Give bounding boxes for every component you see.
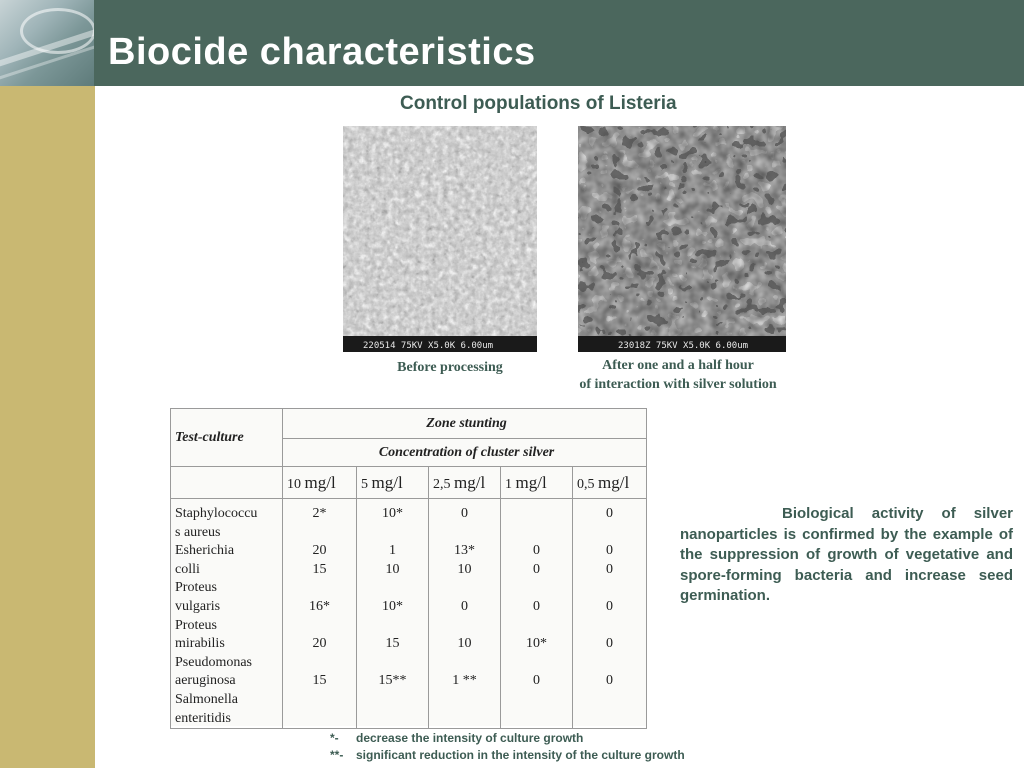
table-cell-value	[501, 617, 572, 636]
footnote-mark: *-	[330, 731, 339, 745]
conc-col-2	[357, 467, 429, 499]
conc-unit: mg/l	[515, 472, 547, 492]
footnote-text: significant reduction in the intensity of the culture growth	[356, 748, 685, 762]
table-cell-value	[357, 579, 428, 598]
table-cell-value	[429, 524, 500, 543]
table-cell-value: 0	[606, 636, 614, 652]
table-cell-value	[283, 617, 356, 636]
organism-line: Proteus	[175, 580, 217, 596]
organism-line: vulgaris	[175, 598, 221, 614]
table-cell-value	[283, 524, 356, 543]
footnote-1	[330, 731, 583, 745]
table-cell-value: 2*	[312, 506, 327, 521]
description-body: Biological activity of silver nanoparticles is confirmed by the example of the suppression of growth of vegetative and spore-forming bacteria and increase seed germination.	[680, 505, 1013, 605]
table-cell-value: 0	[533, 673, 540, 689]
table-cell-value: 1 **	[452, 673, 477, 689]
table-cell-value	[357, 524, 428, 543]
footnote-text: decrease the intensity of culture growth	[356, 731, 584, 745]
table-cell-value	[429, 617, 500, 636]
conc-value: 5	[361, 476, 368, 492]
organism-line: Staphylococcu	[175, 506, 258, 521]
table-cell-value: 10	[457, 561, 472, 577]
table-cell-value	[429, 710, 500, 729]
description-text	[680, 504, 1013, 607]
organism-line: mirabilis	[175, 636, 225, 652]
table-cell-value	[283, 579, 356, 598]
organism-line: Salmonella	[175, 691, 238, 707]
header-corner-image	[0, 0, 94, 86]
table-cell-value: 0	[606, 598, 614, 614]
table-cell-value: 16*	[309, 598, 330, 614]
table-cell-value	[573, 691, 646, 710]
values-col-2	[357, 499, 429, 729]
sem-label-after: 23018Z 75KV X5.0K 6.00um	[618, 341, 749, 351]
values-col-4	[501, 499, 573, 729]
conc-unit: mg/l	[304, 472, 336, 492]
concentration-header: Concentration of cluster silver	[283, 439, 647, 467]
table-cell-value: 0	[533, 561, 540, 577]
results-table	[170, 408, 646, 726]
conc-col-5	[573, 467, 647, 499]
sem-image-before	[343, 126, 537, 352]
conc-unit: mg/l	[598, 472, 630, 492]
organism-line: colli	[175, 561, 200, 577]
organism-line: enteritidis	[175, 710, 231, 726]
organism-column	[171, 499, 283, 729]
table-cell-value: 13*	[454, 543, 475, 559]
page-title: Biocide characteristics	[108, 31, 536, 73]
table-cell-value: 0	[606, 561, 614, 577]
caption-before: Before processing	[397, 360, 503, 375]
table-cell-value: 0	[461, 598, 468, 614]
conc-unit: mg/l	[454, 472, 486, 492]
conc-value: 2,5	[433, 476, 451, 492]
table-cell-value	[357, 710, 428, 729]
organism-line: Proteus	[175, 617, 217, 633]
table-cell-value	[501, 691, 572, 710]
conc-col-3	[429, 467, 501, 499]
conc-value: 10	[287, 476, 301, 492]
table-cell-value: 15	[312, 673, 327, 689]
organism-line: aeruginosa	[175, 673, 236, 689]
table-cell-value	[283, 691, 356, 710]
values-col-5	[573, 499, 647, 729]
table-cell-value	[429, 579, 500, 598]
footnote-2	[330, 748, 685, 762]
table-cell-value	[429, 691, 500, 710]
table-cell-value: 15**	[378, 673, 407, 689]
organism-line: Esherichia	[175, 543, 235, 559]
caption-after	[540, 356, 816, 394]
table-cell-value	[501, 524, 572, 543]
organism-line: s aureus	[175, 524, 221, 540]
conc-value: 1	[505, 476, 512, 492]
table-cell-value: 10*	[526, 636, 547, 652]
organism-line: Pseudomonas	[175, 654, 252, 670]
table-cell-value: 1	[389, 543, 396, 559]
table-cell-value	[357, 654, 428, 673]
table-cell-value: 20	[312, 636, 327, 652]
table-cell-value	[501, 505, 572, 524]
values-col-3	[429, 499, 501, 729]
table-cell-value	[501, 579, 572, 598]
table-cell-value	[573, 654, 646, 673]
sem-image-after	[578, 126, 786, 352]
table-cell-value: 15	[385, 636, 400, 652]
table-cell-value	[573, 579, 646, 598]
zone-stunting-header: Zone stunting	[283, 409, 647, 439]
caption-after-line1: After one and a half hour	[602, 358, 754, 373]
table-cell-value: 10*	[382, 506, 403, 521]
table-cell-value	[501, 654, 572, 673]
table-cell-value: 0	[606, 506, 614, 521]
figure-subtitle: Control populations of Listeria	[400, 93, 677, 114]
table-cell-value	[357, 691, 428, 710]
values-col-1	[283, 499, 357, 729]
table-cell-value	[573, 617, 646, 636]
empty-header-cell	[171, 467, 283, 499]
table-cell-value: 0	[606, 673, 614, 689]
table-cell-value: 0	[606, 543, 614, 559]
table-cell-value	[429, 654, 500, 673]
table-cell-value: 0	[533, 598, 540, 614]
conc-value: 0,5	[577, 476, 595, 492]
conc-col-1	[283, 467, 357, 499]
table-cell-value: 0	[533, 543, 540, 559]
table-cell-value	[501, 710, 572, 729]
table-cell-value	[357, 617, 428, 636]
footnote-mark: **-	[330, 748, 344, 762]
table-cell-value	[573, 524, 646, 543]
table-cell-value: 15	[312, 561, 327, 577]
table-cell-value: 10*	[382, 598, 403, 614]
left-accent-bar	[0, 86, 95, 768]
table-cell-value	[283, 710, 356, 729]
caption-after-line2: of interaction with silver solution	[579, 377, 777, 392]
conc-unit: mg/l	[371, 472, 403, 492]
table-cell-value	[573, 710, 646, 729]
test-culture-header: Test-culture	[171, 409, 283, 467]
conc-col-4	[501, 467, 573, 499]
table-cell-value: 10	[457, 636, 472, 652]
table-cell-value: 10	[385, 561, 400, 577]
sem-label-before: 220514 75KV X5.0K 6.00um	[363, 341, 494, 351]
table-cell-value: 0	[461, 506, 468, 521]
table-cell-value	[283, 654, 356, 673]
table-cell-value: 20	[312, 543, 327, 559]
